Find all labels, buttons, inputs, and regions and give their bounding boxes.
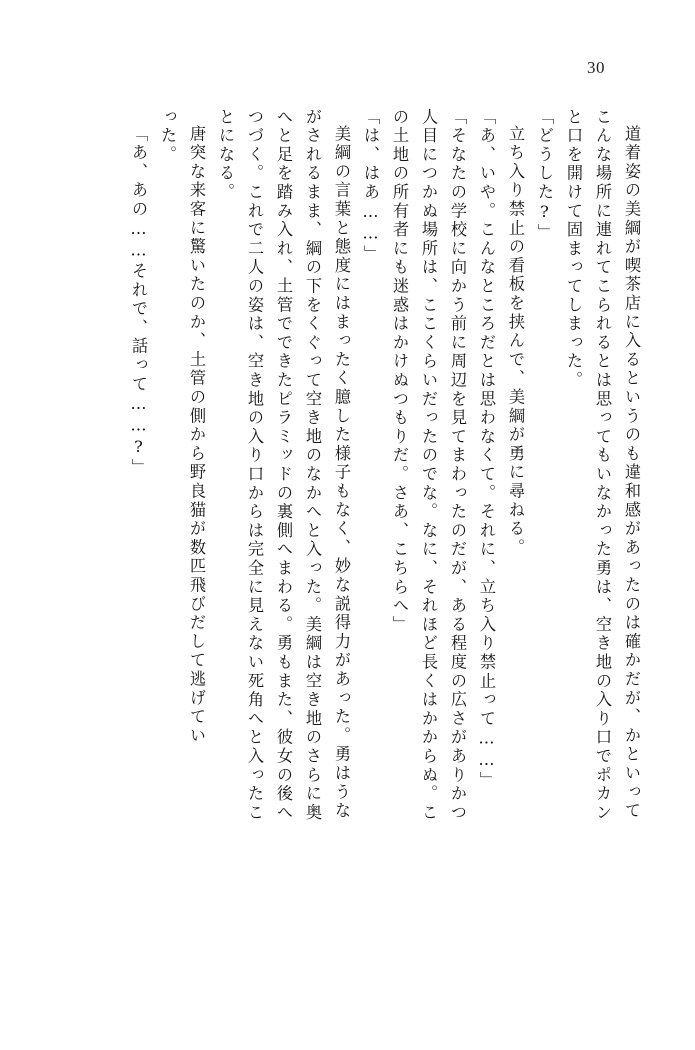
- text-line: 「そなたの学校に向かう前に周辺を見てまわったのだが、ある程度の広さがありかつ: [448, 108, 467, 823]
- text-line: 立ち入り禁止の看板を挟んで、美綱が勇に尋ねる。: [506, 125, 525, 558]
- text-line: った。: [158, 108, 177, 165]
- text-line: 唐突な来客に驚いたのか、土管の側から野良猫が数匹飛びだして逃げてい: [187, 125, 206, 746]
- text-line: の土地の所有者にも迷惑はかけぬつもりだ。さあ、こちらへ」: [390, 108, 409, 635]
- text-line: 人目につかぬ場所は、ここくらいだったのでな。なに、それほど長くはかからぬ。こ: [419, 108, 438, 823]
- text-line: 「は、はあ……」: [361, 108, 380, 264]
- text-line: がされるまま、綱の下をくぐって空き地のなかへと入った。美綱は空き地のさらに奥: [303, 108, 322, 823]
- text-line: 「あ、あの……それで、話って……?」: [129, 125, 148, 478]
- text-line: つづく。これで二人の姿は、空き地の入り口からは完全に見えない死角へと入ったこ: [245, 108, 264, 823]
- text-line: とになる。: [216, 108, 235, 202]
- text-line: 美綱の言葉と態度にはまったく臆した様子もなく、妙な説得力があった。勇はうな: [332, 125, 351, 821]
- text-line: こんな場所に連れてこられるとは思ってもいなかった勇は、空き地の入り口でポカン: [593, 108, 612, 823]
- text-line: 「どうした?」: [535, 108, 554, 243]
- text-line: 「あ、いや。こんなところだとは思わなくて。それに、立ち入り禁止って……」: [477, 108, 496, 791]
- text-line: と口を開けて固まってしまった。: [564, 108, 583, 390]
- vertical-text-body: [48, 108, 639, 1008]
- text-line: 道着姿の美綱が喫茶店に入るというのも違和感があったのは確かだが、かといって: [622, 125, 641, 821]
- page-number: 30: [587, 58, 605, 77]
- text-line: へと足を踏み入れ、土管でできたピラミッドの裏側へまわる。勇もまた、彼女の後へ: [274, 108, 293, 823]
